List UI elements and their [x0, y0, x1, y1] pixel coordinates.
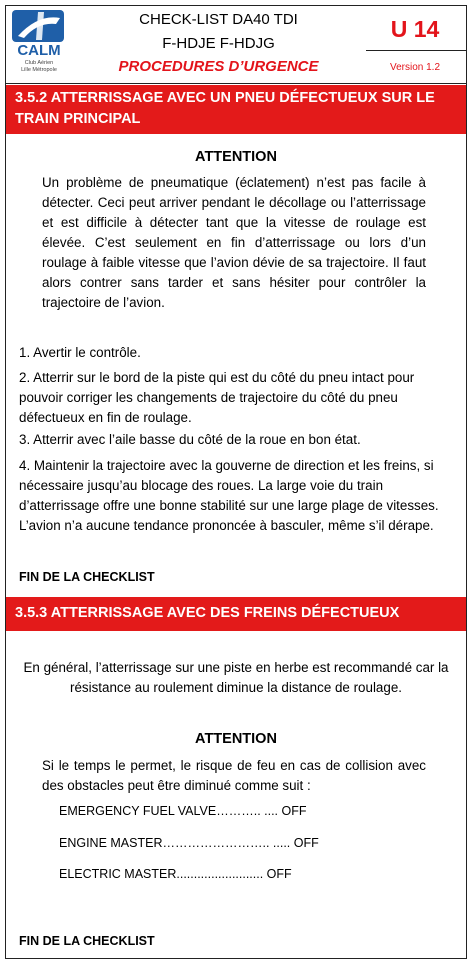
aircraft-registrations: F-HDJE F-HDJG	[162, 35, 275, 52]
section-heading: 3.5.3 ATTERRISSAGE AVEC DES FREINS DÉFECTUEUX	[6, 597, 466, 631]
checklist-item: ENGINE MASTER…………………….. ..... OFF	[59, 836, 319, 850]
checklist-code: U 14	[390, 16, 440, 42]
calm-logo	[8, 8, 70, 80]
list-item: 2. Atterrir sur le bord de la piste qui est du côté du pneu intact pour pouvoir corriger les changements de trajectoire du côté du pneu défectueux en fin de roulage.	[19, 370, 415, 425]
intro-text: En général, l’atterrissage sur une piste en herbe est recommandé car la résistance au roulement diminue la distance de roulage.	[23, 660, 449, 695]
list-item: 3. Atterrir avec l’aile basse du côté de la roue en bon état.	[19, 432, 361, 447]
checklist-page	[5, 5, 467, 959]
logo-text: CALM	[17, 42, 61, 59]
logo-subtext: Club Aérien	[24, 60, 54, 66]
attention-title: ATTENTION	[195, 149, 277, 165]
end-of-checklist: FIN DE LA CHECKLIST	[19, 570, 155, 584]
list-item: 4. Maintenir la trajectoire avec la gouverne de direction et les freins, si nécessaire jusqu’au blocage des roues. La large voie du train d’atterrissage offre une bonne stabilité sur une large plage de vitesses. L’avion n’a aucune tendance prononcée à basculer, même s’il dérape.	[19, 458, 439, 533]
section-heading: 3.5.2 ATTERRISSAGE AVEC UN PNEU DÉFECTUEUX SUR LE TRAIN PRINCIPAL	[6, 85, 466, 134]
attention-title: ATTENTION	[195, 731, 277, 747]
list-item: 1. Avertir le contrôle.	[19, 345, 141, 360]
attention-text: Un problème de pneumatique (éclatement) n’est pas facile à détecter. Ceci peut arriver pendant le décollage ou l’atterrissage et est difficile à détecter tant que la vitesse de roulage est élevée. C’est seulement en fin d’atterrissage ou lors d’un roulage à faible vitesse que l’avion dévie de sa trajectoire. Il faut alors contrer sans tarder et sans hésiter pour contrôler la trajectoire de l’avion.	[42, 175, 426, 310]
checklist-item: ELECTRIC MASTER......................... OFF	[59, 867, 292, 881]
version-label: Version 1.2	[389, 62, 441, 73]
end-of-checklist: FIN DE LA CHECKLIST	[19, 934, 155, 948]
doc-subtitle: PROCEDURES D’URGENCE	[118, 58, 319, 75]
attention-text: Si le temps le permet, le risque de feu en cas de collision avec des obstacles peut être diminué comme suit :	[42, 758, 426, 793]
checklist-item: EMERGENCY FUEL VALVE……….. .... OFF	[59, 804, 307, 818]
header-divider	[6, 83, 466, 84]
doc-title: CHECK-LIST DA40 TDI	[139, 11, 298, 28]
logo-subtext: Lille Métropole	[21, 67, 57, 73]
